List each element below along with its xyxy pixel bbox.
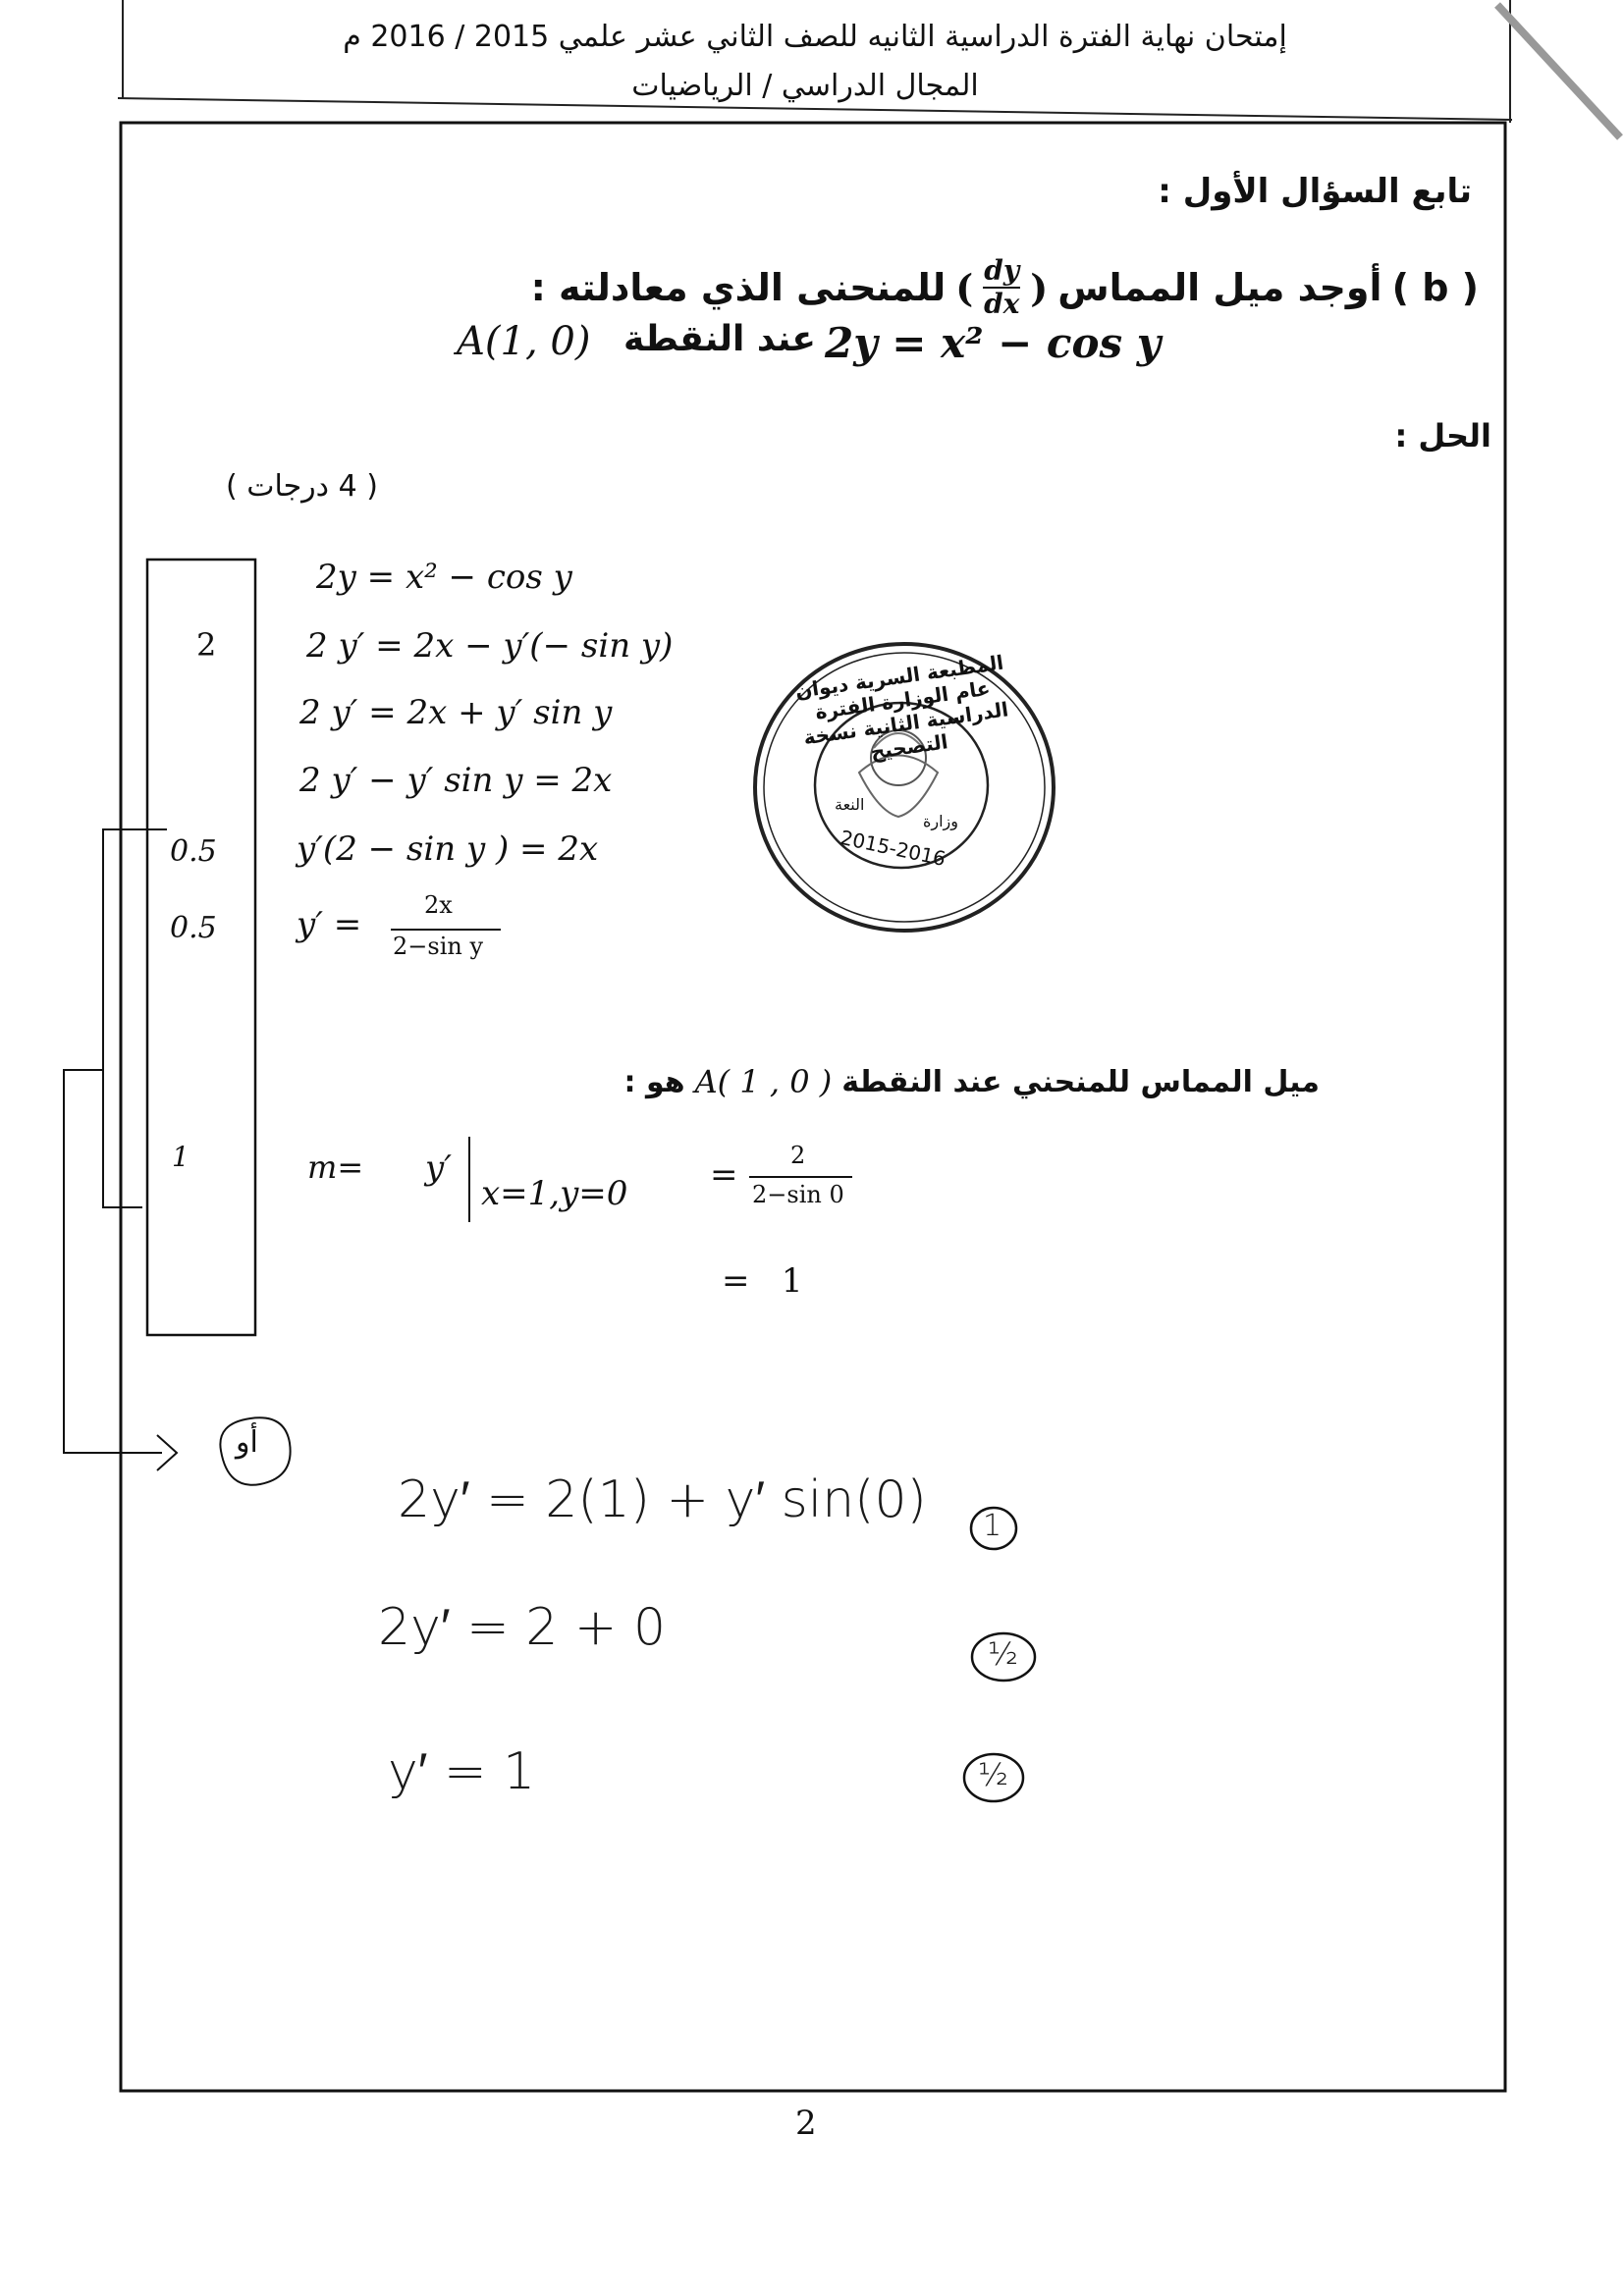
- handwritten-line-3: y′ = 1: [388, 1742, 536, 1801]
- handwritten-line-2: 2y′ = 2 + 0: [378, 1598, 667, 1657]
- dy-numerator: dy: [984, 254, 1020, 287]
- step-1: 2y = x² − cos y: [316, 558, 572, 597]
- step-mark-6: 0.5: [170, 911, 217, 945]
- or-marker: أو: [236, 1425, 258, 1460]
- exam-title: إمتحان نهاية الفترة الدراسية الثانيه للصف الثاني عشر علمي 2015 / 2016 م: [343, 20, 1287, 54]
- slope-statement-text: ميل المماس للمنحني عند النقطة: [841, 1064, 1320, 1099]
- handwritten-mark-3: ½: [978, 1756, 1009, 1793]
- step-mark-2: 2: [196, 626, 217, 664]
- solution-label: الحل :: [1394, 417, 1491, 454]
- at-point-label: عند النقطة: [623, 319, 816, 359]
- step-mark-5: 0.5: [170, 834, 217, 869]
- step-5: y′(2 − sin y ) = 2x: [297, 829, 599, 869]
- fraction-2-denominator: 2−sin 0: [752, 1181, 844, 1208]
- m-equals: =: [710, 1155, 738, 1195]
- handwritten-mark-1: 1: [983, 1509, 1002, 1543]
- final-result: = 1: [722, 1261, 803, 1301]
- m-derivative: y′: [425, 1148, 452, 1188]
- dy-dx-fraction: [983, 255, 1020, 320]
- given-point: A(1, 0): [457, 319, 591, 364]
- step-6: y′ =: [297, 905, 362, 944]
- given-equation: 2y = x² − cos y: [825, 319, 1162, 367]
- part-label: ( b ): [1391, 266, 1479, 309]
- stamp-years: 2015-2016: [838, 825, 948, 872]
- stamp-center-mid: وزارة: [923, 812, 959, 830]
- question-prompt: ( b ) أوجد ميل المماس ( $\frac{dy}{dx}$ ) للمنحنى الذي معادلته :: [530, 254, 1479, 320]
- question-continuation: تابع السؤال الأول :: [1158, 172, 1472, 211]
- m-label: m=: [307, 1148, 364, 1186]
- handwritten-line-1: 2y′ = 2(1) + y′ sin(0): [398, 1470, 927, 1529]
- stamp-center-top: النعة: [835, 795, 865, 814]
- step-2: 2 y′ = 2x − y′(− sin y): [306, 626, 674, 666]
- slope-is: هو :: [623, 1064, 685, 1099]
- fraction-1-denominator: 2−sin y: [393, 933, 484, 960]
- page-number: 2: [795, 2104, 817, 2143]
- m-mark: 1: [172, 1141, 189, 1173]
- fraction-1-numerator: 2x: [424, 891, 453, 919]
- prompt-before: أوجد ميل المماس: [1057, 266, 1382, 309]
- m-evaluation-subscript: x=1,y=0: [481, 1174, 628, 1213]
- subject-line: المجال الدراسي / الرياضيات: [631, 69, 979, 103]
- prompt-after: للمنحنى الذي معادلته :: [530, 266, 947, 309]
- total-marks: ( 4 درجات ): [226, 469, 378, 504]
- dx-denominator: dx: [984, 288, 1020, 320]
- step-4: 2 y′ − y′ sin y = 2x: [299, 761, 613, 800]
- handwritten-mark-2: ½: [988, 1635, 1019, 1673]
- step-3: 2 y′ = 2x + y′ sin y: [299, 693, 613, 732]
- ministry-stamp: [751, 640, 1057, 934]
- slope-statement: [624, 1063, 1321, 1100]
- stamp-ring-text: المطبعة السرية ديوان عام الوزارة الفترة الدراسية الثانية نسخة التصحيح: [793, 650, 1010, 765]
- fraction-2-numerator: 2: [790, 1142, 806, 1169]
- slope-point: A( 1 , 0 ): [694, 1063, 833, 1100]
